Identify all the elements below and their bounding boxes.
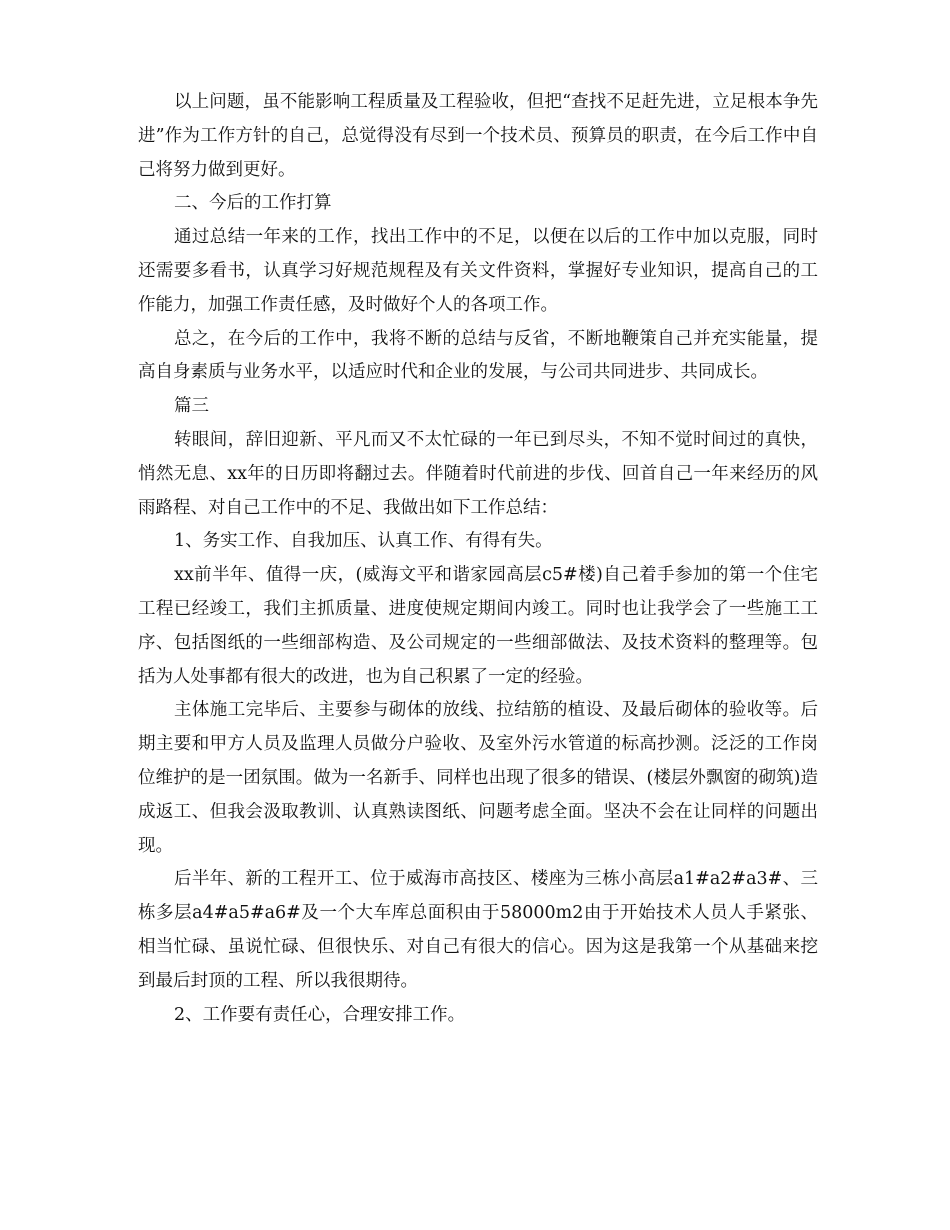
section-heading-future-plan: 二、今后的工作打算	[174, 193, 332, 214]
section-heading-part-three: 篇三	[174, 396, 209, 417]
document-body	[138, 86, 818, 1032]
paragraph-first-half: xx前半年、值得一庆，(威海文平和谐家园高层c5#楼)自己着手参加的第一个住宅工程已经竣工，我们主抓质量、进度使规定期间内竣工。同时也让我学会了一些施工工序、包括图纸的一些细部构造、及公司规定的一些细部做法、及技术资料的整理等。包括为人处事都有很大的改进，也为自己积累了一定的经验。	[138, 565, 818, 687]
paragraph-issues-summary: 以上问题，虽不能影响工程质量及工程验收，但把“查找不足赶先进，立足根本争先进”作为工作方针的自己，总觉得没有尽到一个技术员、预算员的职责，在今后工作中自己将努力做到更好。	[138, 92, 818, 180]
section-heading-item-2: 2、工作要有责任心，合理安排工作。	[174, 1004, 466, 1025]
section-heading-item-1: 1、务实工作、自我加压、认真工作、有得有失。	[174, 531, 553, 552]
paragraph-year-intro: 转眼间，辞旧迎新、平凡而又不太忙碌的一年已到尽头，不知不觉时间过的真快，悄然无息、xx年的日历即将翻过去。伴随着时代前进的步伐、回首自己一年来经历的风雨路程、对自己工作中的不足、我做出如下工作总结：	[138, 429, 818, 518]
paragraph-main-construction: 主体施工完毕后、主要参与砌体的放线、拉结筋的植设、及最后砌体的验收等。后期主要和甲方人员及监理人员做分户验收、及室外污水管道的标高抄测。泛泛的工作岗位维护的是一团氛围。做为一名新手、同样也出现了很多的错误、(楼层外飘窗的砌筑)造成返工、但我会汲取教训、认真熟读图纸、问题考虑全面。坚决不会在让同样的问题出现。	[138, 700, 818, 856]
paragraph-second-half: 后半年、新的工程开工、位于威海市高技区、楼座为三栋小高层a1#a2#a3#、三栋多层a4#a5#a6#及一个大车库总面积由于58000m2由于开始技术人员人手紧张、相当忙碌、虽说忙碌、但很快乐、对自己有很大的信心。因为这是我第一个从基础来挖到最后封顶的工程、所以我很期待。	[138, 869, 818, 991]
paragraph-conclusion: 总之，在今后的工作中，我将不断的总结与反省，不断地鞭策自己并充实能量，提高自身素质与业务水平，以适应时代和企业的发展，与公司共同进步、共同成长。	[138, 328, 818, 383]
paragraph-future-plan: 通过总结一年来的工作，找出工作中的不足，以便在以后的工作中加以克服，同时还需要多看书，认真学习好规范规程及有关文件资料，掌握好专业知识，提高自己的工作能力，加强工作责任感，及时做好个人的各项工作。	[138, 227, 818, 315]
